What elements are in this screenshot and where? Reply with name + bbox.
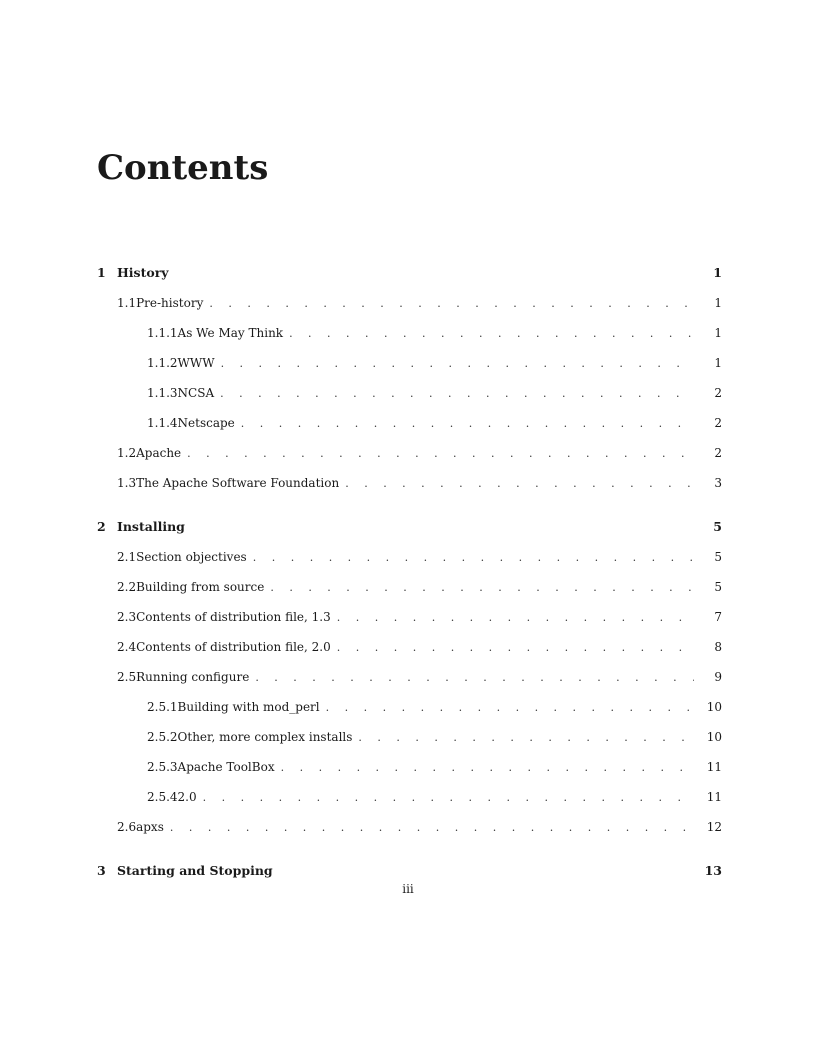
toc-dot-leader: [241, 414, 694, 434]
toc-entry-number: 1.1.1: [147, 326, 178, 340]
toc-dot-leader: [170, 818, 694, 838]
toc-section-entry[interactable]: [147, 757, 722, 777]
toc-section-entry[interactable]: [147, 413, 722, 433]
toc-entry-page: 7: [714, 610, 722, 624]
toc-dot-leader: [345, 474, 694, 494]
toc-section-entry[interactable]: [147, 697, 722, 717]
toc-entry-title: Netscape: [177, 416, 235, 430]
toc-entry-page: 10: [706, 730, 722, 744]
toc-dot-leader: [270, 578, 694, 598]
toc-entry-title: Contents of distribution file, 1.3: [136, 610, 331, 624]
toc-section-entry[interactable]: [117, 667, 722, 687]
toc-section-entry[interactable]: [117, 293, 722, 313]
toc-section-entry[interactable]: [117, 817, 722, 837]
toc-section-entry[interactable]: [117, 637, 722, 657]
toc-entry-page: 13: [704, 863, 722, 878]
toc-section-entry[interactable]: [147, 383, 722, 403]
toc-section-entry[interactable]: [147, 323, 722, 343]
toc-entry-title: Installing: [117, 519, 185, 534]
toc-entry-title: Building with mod_perl: [177, 700, 320, 714]
toc-dot-leader: [187, 444, 694, 464]
toc-entry-page: 9: [714, 670, 722, 684]
toc-entry-number: 1.1.4: [147, 416, 178, 430]
toc-dot-leader: [337, 608, 694, 628]
toc-entry-page: 2: [714, 446, 722, 460]
toc-entry-number: 1: [97, 265, 106, 280]
toc-section-entry[interactable]: [147, 787, 722, 807]
toc-entry-number: 2.5.1: [147, 700, 178, 714]
toc-entry-title: WWW: [177, 356, 215, 370]
toc-entry-title: Pre-history: [136, 296, 204, 310]
toc-entry-page: 12: [706, 820, 722, 834]
toc-entry-page: 1: [714, 296, 722, 310]
toc-entry-title: Running configure: [136, 670, 250, 684]
toc-dot-leader: [220, 384, 694, 404]
toc-entry-page: 1: [714, 356, 722, 370]
toc-chapter-entry[interactable]: [97, 517, 722, 537]
toc-entry-number: 2: [97, 519, 106, 534]
toc-entry-number: 2.3: [117, 610, 137, 624]
toc-entry-number: 2.5.4: [147, 790, 178, 804]
toc-entry-title: Other, more complex installs: [177, 730, 353, 744]
toc-entry-page: 8: [714, 640, 722, 654]
toc-dot-leader: [255, 668, 694, 688]
toc-chapter-entry[interactable]: [97, 861, 722, 881]
toc-entry-page: 2: [714, 386, 722, 400]
toc-entry-title: 2.0: [177, 790, 197, 804]
toc-entry-page: 5: [713, 519, 722, 534]
toc-dot-leader: [326, 698, 694, 718]
toc-dot-leader: [358, 728, 694, 748]
toc-entry-title: History: [117, 265, 169, 280]
toc-entry-number: 3: [97, 863, 106, 878]
toc-entry-page: 5: [714, 550, 722, 564]
toc-entry-page: 5: [714, 580, 722, 594]
toc-entry-number: 2.2: [117, 580, 137, 594]
toc-entry-page: 3: [714, 476, 722, 490]
toc-section-entry[interactable]: [117, 443, 722, 463]
toc-entry-number: 2.5: [117, 670, 137, 684]
toc-entry-title: apxs: [136, 820, 164, 834]
toc-entry-number: 2.6: [117, 820, 137, 834]
toc-entry-title: NCSA: [177, 386, 215, 400]
toc-entry-page: 11: [706, 790, 722, 804]
toc-entry-number: 1.1.3: [147, 386, 178, 400]
toc-entry-page: 1: [714, 326, 722, 340]
toc-entry-number: 2.1: [117, 550, 137, 564]
toc-entry-number: 2.5.3: [147, 760, 178, 774]
toc-dot-leader: [253, 548, 694, 568]
toc-entry-title: The Apache Software Foundation: [136, 476, 340, 490]
toc-entry-number: 2.4: [117, 640, 137, 654]
toc-dot-leader: [337, 638, 694, 658]
toc-section-entry[interactable]: [117, 547, 722, 567]
toc-entry-page: 1: [713, 265, 722, 280]
toc-dot-leader: [281, 758, 694, 778]
toc-entry-title: Building from source: [136, 580, 265, 594]
toc-entry-title: Contents of distribution file, 2.0: [136, 640, 331, 654]
toc-entry-number: 1.1.2: [147, 356, 178, 370]
toc-entry-number: 1.2: [117, 446, 137, 460]
page-title: Contents: [97, 148, 269, 188]
toc-entry-page: 11: [706, 760, 722, 774]
toc-section-entry[interactable]: [147, 353, 722, 373]
toc-entry-title: Apache ToolBox: [177, 760, 275, 774]
footer-page-number: iii: [402, 882, 414, 896]
toc-entry-title: Starting and Stopping: [117, 863, 273, 878]
toc-entry-page: 2: [714, 416, 722, 430]
toc-section-entry[interactable]: [117, 607, 722, 627]
toc-dot-leader: [221, 354, 694, 374]
toc-dot-leader: [209, 294, 694, 314]
toc-entry-number: 1.3: [117, 476, 137, 490]
toc-chapter-entry[interactable]: [97, 263, 722, 283]
toc-entry-page: 10: [706, 700, 722, 714]
toc-entry-number: 2.5.2: [147, 730, 178, 744]
toc-entry-title: As We May Think: [177, 326, 284, 340]
toc-entry-title: Apache: [136, 446, 182, 460]
toc-entry-title: Section objectives: [136, 550, 247, 564]
toc-entry-number: 1.1: [117, 296, 137, 310]
toc-section-entry[interactable]: [117, 577, 722, 597]
toc-section-entry[interactable]: [147, 727, 722, 747]
toc-section-entry[interactable]: [117, 473, 722, 493]
toc-dot-leader: [203, 788, 694, 808]
toc-dot-leader: [289, 324, 694, 344]
